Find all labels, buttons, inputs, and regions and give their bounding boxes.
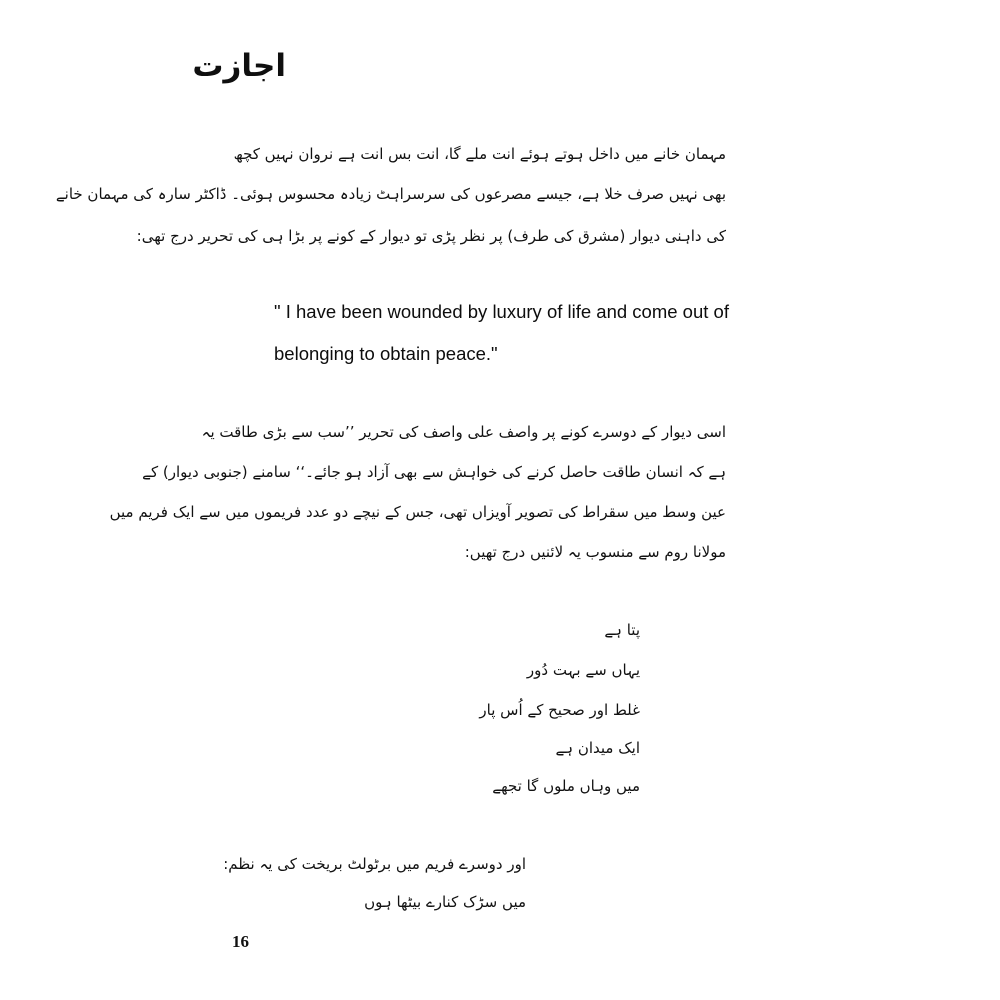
english-quote-line-2: belonging to obtain peace.": [274, 343, 498, 364]
paragraph-2-line-4: مولانا روم سے منسوب یہ لائنیں درج تھیں:: [464, 543, 726, 561]
poem-line-4: ایک میدان ہے: [555, 739, 640, 757]
closing-line-1: اور دوسرے فریم میں برٹولٹ بریخت کی یہ نظم:: [223, 855, 526, 873]
poem-line-3: غلط اور صحیح کے اُس پار: [479, 701, 640, 719]
closing-line-2: میں سڑک کنارے بیٹھا ہوں: [364, 893, 526, 911]
paragraph-2-line-1: اسی دیوار کے دوسرے کونے پر واصف علی واصف کی تحریر ’’سب سے بڑی طاقت یہ: [201, 423, 726, 441]
poem-line-1: پتا ہے: [604, 621, 640, 639]
running-header-title: اجازت: [192, 48, 286, 84]
paragraph-2-line-3: عین وسط میں سقراط کی تصویر آویزاں تھی، جس کے نیچے دو عدد فریموں میں سے ایک فریم میں: [109, 503, 726, 521]
poem-line-2: یہاں سے بہت دُور: [526, 661, 640, 679]
paragraph-1-line-2: بھی نہیں صرف خلا ہے، جیسے مصرعوں کی سرسراہٹ زیادہ محسوس ہوئی۔ ڈاکٹر سارہ کی مہمان خانے: [55, 185, 726, 203]
paragraph-1-line-1: مہمان خانے میں داخل ہوتے ہوئے انت ملے گا، انت بس انت ہے نروان نہیں کچھ: [233, 145, 726, 163]
poem-line-5: میں وہاں ملوں گا تجھے: [492, 777, 640, 795]
paragraph-2-line-2: ہے کہ انسان طاقت حاصل کرنے کی خواہش سے بھی آزاد ہو جائے۔‘‘ سامنے (جنوبی دیوار) کے: [142, 463, 726, 481]
paragraph-1-line-3: کی داہنی دیوار (مشرق کی طرف) پر نظر پڑی تو دیوار کے کونے پر بڑا ہی کی تحریر درج تھی:: [136, 227, 726, 245]
page-number: 16: [232, 932, 249, 951]
english-quote-line-1: " I have been wounded by luxury of life and come out of: [274, 301, 729, 322]
